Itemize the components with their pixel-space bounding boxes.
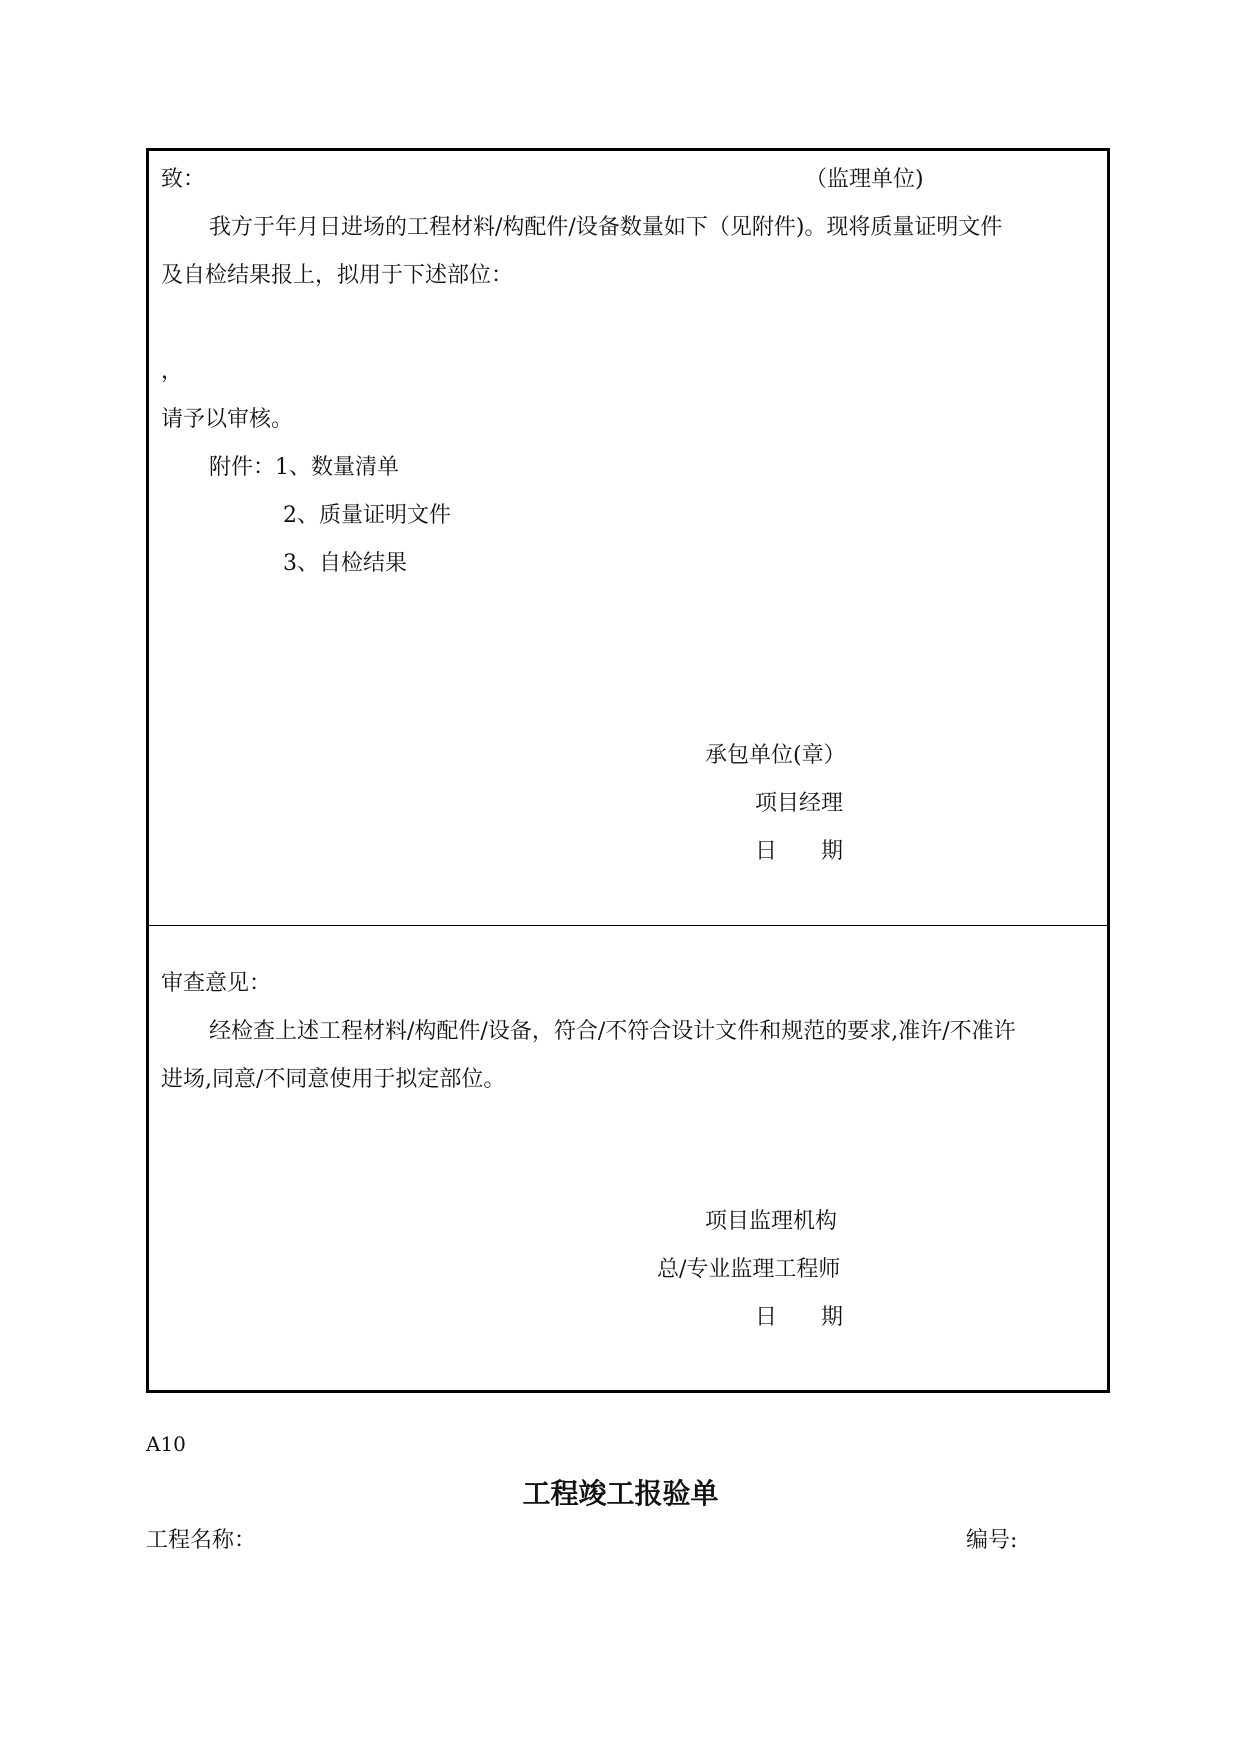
supervision-org-label: 项目监理机构: [705, 1209, 838, 1234]
supervision-unit-label: （监理单位): [805, 167, 924, 192]
comma-mark: ，: [161, 359, 184, 384]
project-name-label: 工程名称：: [146, 1528, 257, 1553]
report-paragraph-line-2: 及自检结果报上，拟用于下述部位：: [161, 263, 514, 288]
review-opinion-label: 审查意见：: [161, 971, 272, 996]
review-paragraph-line-2: 进场,同意/不同意使用于拟定部位。: [161, 1067, 506, 1092]
attachment-item-3: 3、自检结果: [283, 551, 407, 576]
supervision-date-label: 日 期: [755, 1305, 844, 1330]
number-label: 编号:: [966, 1528, 1018, 1553]
project-manager-label: 项目经理: [755, 791, 844, 816]
material-report-form: [146, 148, 1110, 1393]
form-code: A10: [146, 1432, 186, 1456]
section-divider: [149, 925, 1107, 926]
to-label: 致：: [161, 167, 206, 192]
contractor-date-label: 日 期: [755, 839, 844, 864]
review-paragraph-line-1: 经检查上述工程材料/构配件/设备，符合/不符合设计文件和规范的要求,准许/不准许: [209, 1019, 1016, 1044]
report-paragraph-line-1: 我方于年月日进场的工程材料/构配件/设备数量如下（见附件)。现将质量证明文件: [209, 215, 1003, 240]
supervising-engineer-label: 总/专业监理工程师: [657, 1257, 841, 1282]
page-title: 工程竣工报验单: [522, 1477, 719, 1510]
review-request: 请予以审核。: [161, 407, 294, 432]
contractor-seal-label: 承包单位(章）: [705, 743, 846, 768]
attachment-item-2: 2、质量证明文件: [283, 503, 451, 528]
attachment-item-1: 附件：1、数量清单: [209, 455, 399, 480]
